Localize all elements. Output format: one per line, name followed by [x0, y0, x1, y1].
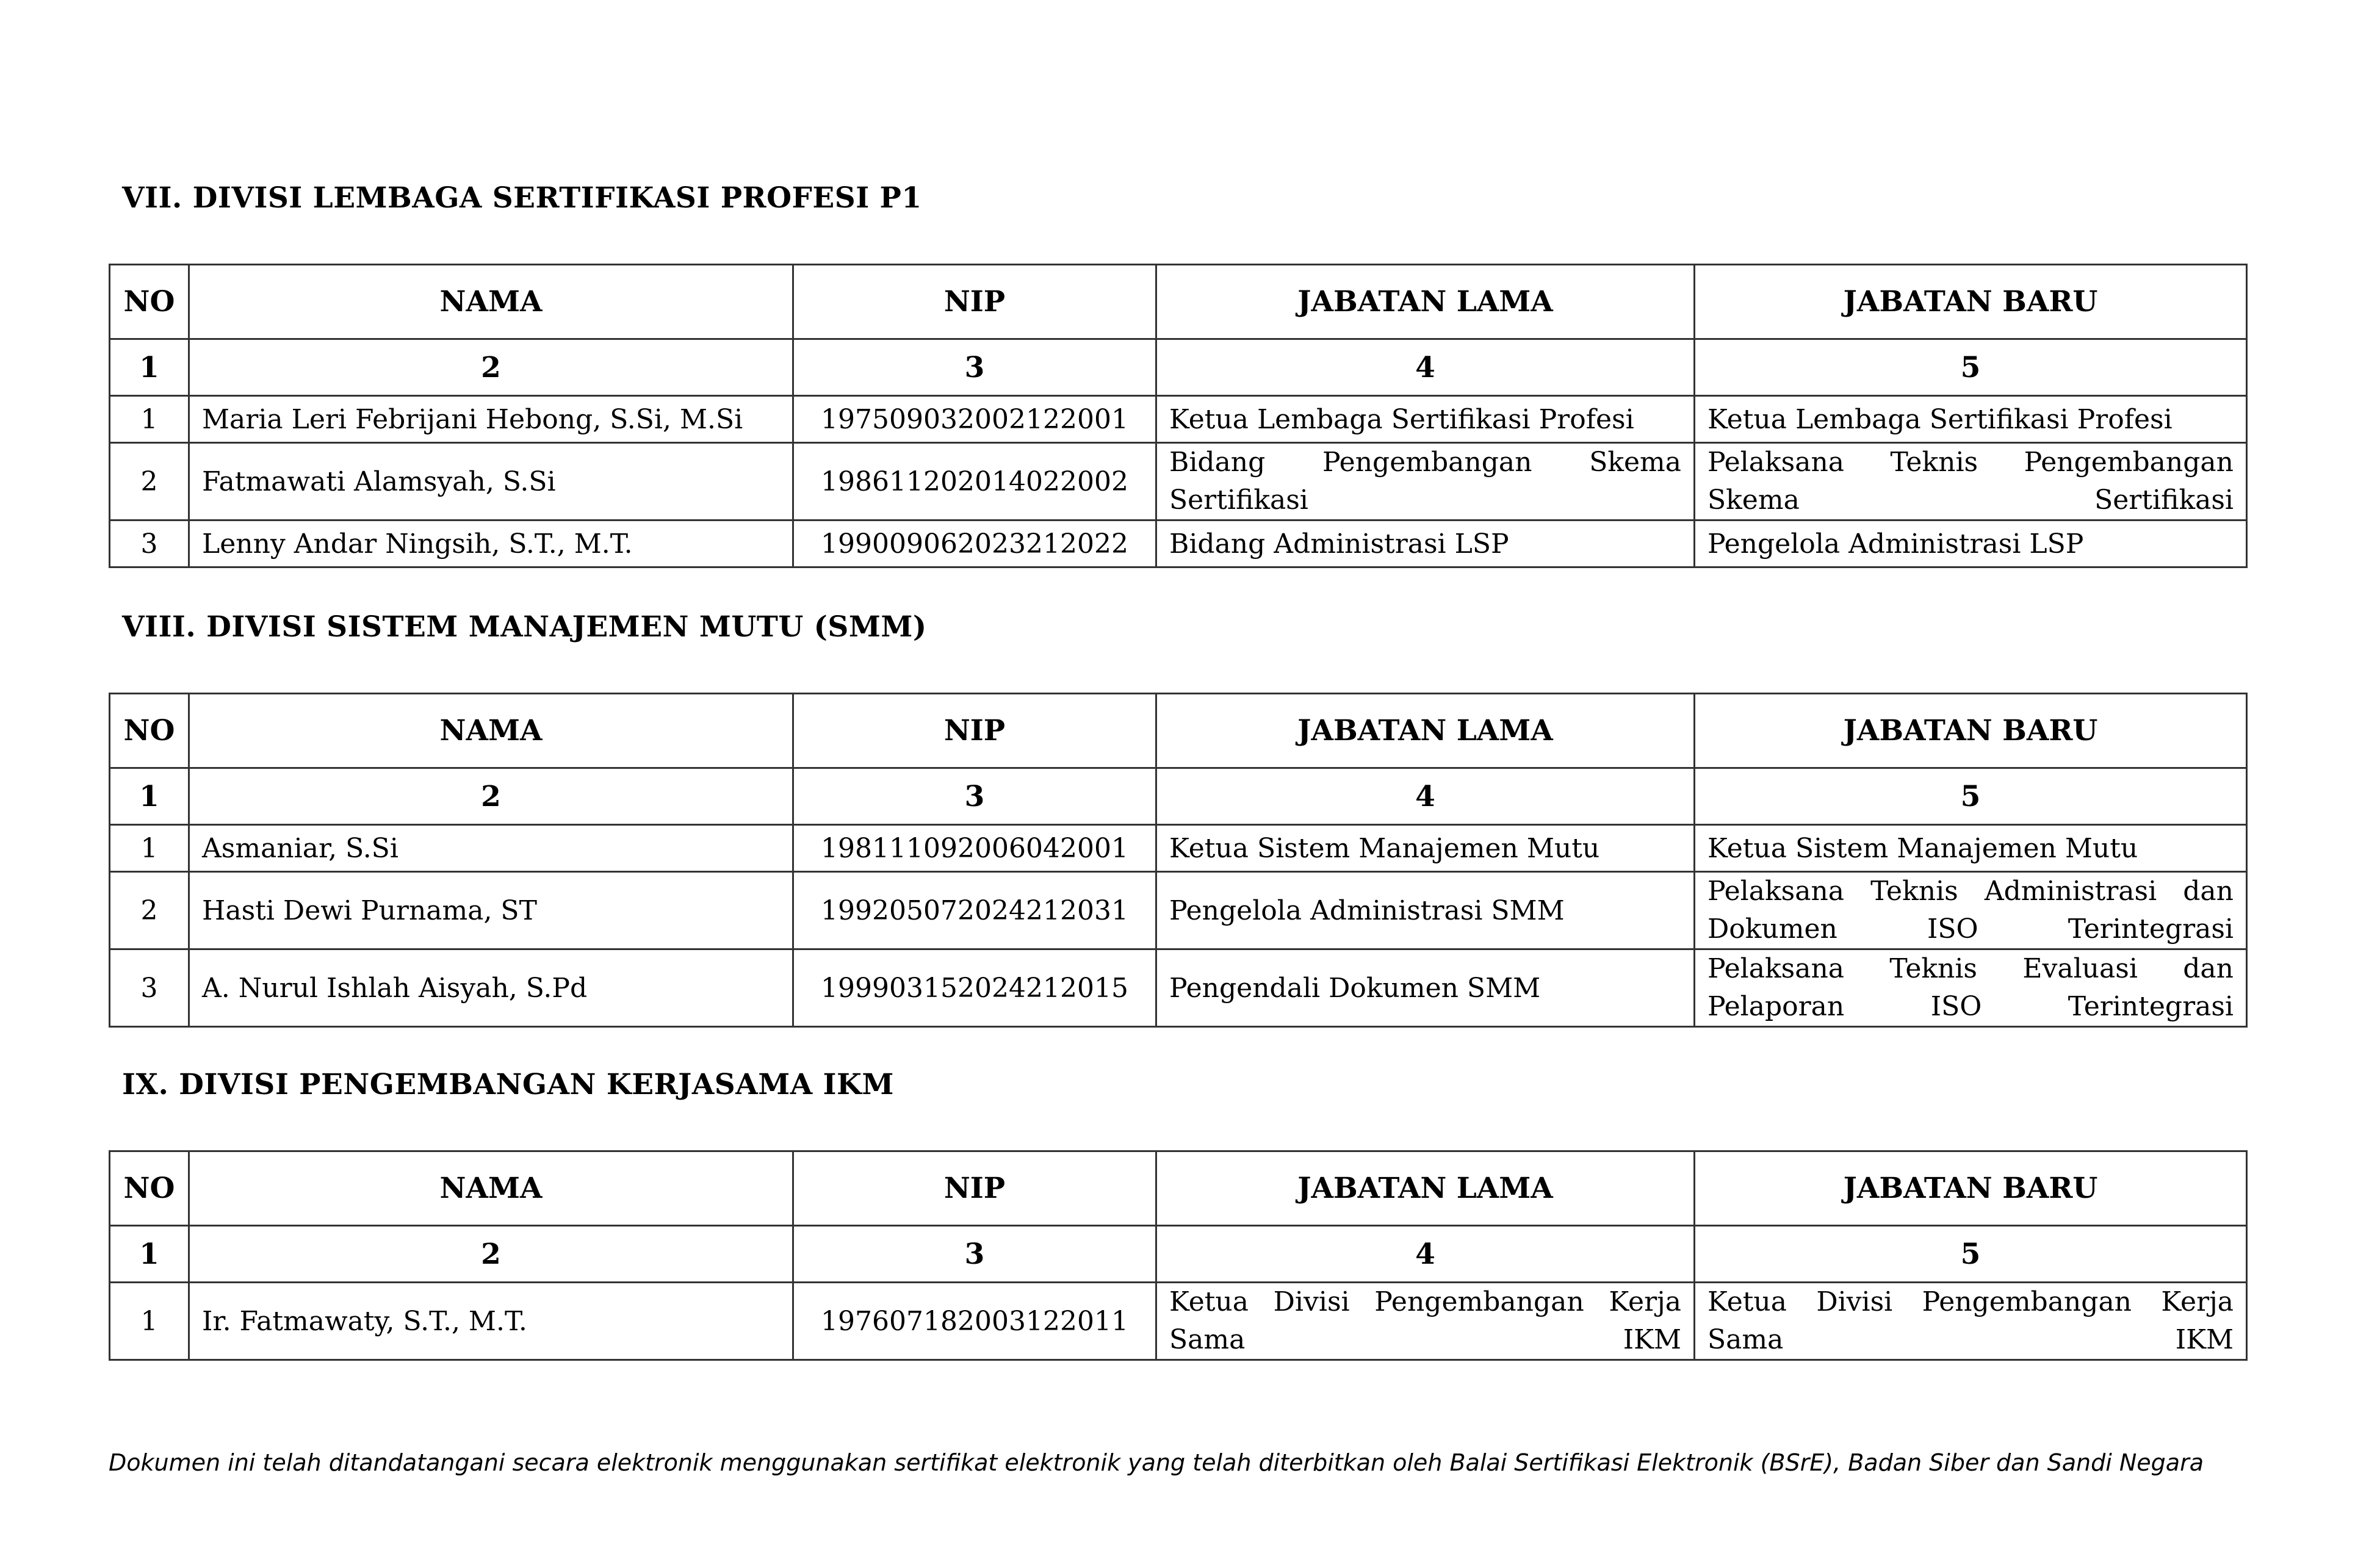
section-title-vii: VII. DIVISI LEMBAGA SERTIFIKASI PROFESI P1: [122, 181, 922, 215]
table-row: [110, 1283, 2247, 1360]
table-row: [110, 949, 2247, 1027]
cell-jabatan-baru: Pelaksana Teknis Administrasi dan Dokumen ISO Terintegrasi: [1695, 872, 2247, 949]
header-nip: NIP: [793, 694, 1156, 768]
table-header-row: [110, 1151, 2247, 1226]
cell-no: 1: [110, 1283, 189, 1360]
cell-nip: 197509032002122001: [793, 396, 1156, 443]
cell-nama: Hasti Dewi Purnama, ST: [189, 872, 793, 949]
cell-jabatan-lama: Bidang Pengembangan Skema Sertifikasi: [1156, 443, 1695, 520]
cell-nip: 199009062023212022: [793, 520, 1156, 567]
column-number: 5: [1695, 339, 2247, 396]
cell-nip: 199205072024212031: [793, 872, 1156, 949]
column-number: 1: [110, 339, 189, 396]
column-number-row: [110, 1226, 2247, 1283]
header-jabatan-lama: JABATAN LAMA: [1156, 265, 1695, 339]
cell-nama: Fatmawati Alamsyah, S.Si: [189, 443, 793, 520]
cell-nip: 198111092006042001: [793, 825, 1156, 872]
column-number: 2: [189, 1226, 793, 1283]
cell-no: 2: [110, 872, 189, 949]
header-no: NO: [110, 265, 189, 339]
cell-jabatan-baru: Pengelola Administrasi LSP: [1695, 520, 2247, 567]
cell-nip: 197607182003122011: [793, 1283, 1156, 1360]
header-jabatan-baru: JABATAN BARU: [1695, 1151, 2247, 1226]
header-nama: NAMA: [189, 694, 793, 768]
column-number: 3: [793, 339, 1156, 396]
cell-jabatan-lama: Ketua Lembaga Sertifikasi Profesi: [1156, 396, 1695, 443]
cell-jabatan-baru: Ketua Lembaga Sertifikasi Profesi: [1695, 396, 2247, 443]
cell-no: 3: [110, 949, 189, 1027]
cell-nama: Asmaniar, S.Si: [189, 825, 793, 872]
cell-no: 2: [110, 443, 189, 520]
column-number: 2: [189, 768, 793, 825]
cell-no: 3: [110, 520, 189, 567]
cell-jabatan-lama: Pengelola Administrasi SMM: [1156, 872, 1695, 949]
column-number: 4: [1156, 1226, 1695, 1283]
header-nip: NIP: [793, 1151, 1156, 1226]
column-number: 4: [1156, 339, 1695, 396]
header-nip: NIP: [793, 265, 1156, 339]
table-row: [110, 396, 2247, 443]
cell-nip: 199903152024212015: [793, 949, 1156, 1027]
table-row: [110, 520, 2247, 567]
cell-nama: A. Nurul Ishlah Aisyah, S.Pd: [189, 949, 793, 1027]
cell-nama: Lenny Andar Ningsih, S.T., M.T.: [189, 520, 793, 567]
table-section-ix: [109, 1150, 2248, 1361]
cell-jabatan-baru: Pelaksana Teknis Evaluasi dan Pelaporan ISO Terintegrasi: [1695, 949, 2247, 1027]
table-row: [110, 872, 2247, 949]
table-section-viii: [109, 693, 2248, 1028]
column-number: 5: [1695, 1226, 2247, 1283]
cell-jabatan-lama: Bidang Administrasi LSP: [1156, 520, 1695, 567]
cell-no: 1: [110, 396, 189, 443]
header-no: NO: [110, 1151, 189, 1226]
column-number: 3: [793, 768, 1156, 825]
header-nama: NAMA: [189, 265, 793, 339]
cell-jabatan-lama: Pengendali Dokumen SMM: [1156, 949, 1695, 1027]
column-number: 5: [1695, 768, 2247, 825]
column-number: 3: [793, 1226, 1156, 1283]
table-row: [110, 825, 2247, 872]
header-no: NO: [110, 694, 189, 768]
cell-nama: Ir. Fatmawaty, S.T., M.T.: [189, 1283, 793, 1360]
table-row: [110, 443, 2247, 520]
cell-jabatan-lama: Ketua Divisi Pengembangan Kerja Sama IKM: [1156, 1283, 1695, 1360]
column-number: 1: [110, 1226, 189, 1283]
table-header-row: [110, 694, 2247, 768]
header-jabatan-baru: JABATAN BARU: [1695, 265, 2247, 339]
header-nama: NAMA: [189, 1151, 793, 1226]
cell-jabatan-baru: Ketua Divisi Pengembangan Kerja Sama IKM: [1695, 1283, 2247, 1360]
cell-jabatan-baru: Pelaksana Teknis Pengembangan Skema Sertifikasi: [1695, 443, 2247, 520]
cell-nip: 198611202014022002: [793, 443, 1156, 520]
cell-jabatan-lama: Ketua Sistem Manajemen Mutu: [1156, 825, 1695, 872]
cell-no: 1: [110, 825, 189, 872]
table-header-row: [110, 265, 2247, 339]
header-jabatan-lama: JABATAN LAMA: [1156, 694, 1695, 768]
cell-jabatan-baru: Ketua Sistem Manajemen Mutu: [1695, 825, 2247, 872]
section-title-viii: VIII. DIVISI SISTEM MANAJEMEN MUTU (SMM): [122, 610, 927, 644]
column-number-row: [110, 339, 2247, 396]
footer-signature-note: Dokumen ini telah ditandatangani secara elektronik menggunakan sertifikat elektronik yang telah diterbitkan oleh Balai Sertifikasi Elektronik (BSrE), Badan Siber dan Sandi Negara: [109, 1449, 2204, 1476]
column-number-row: [110, 768, 2247, 825]
cell-nama: Maria Leri Febrijani Hebong, S.Si, M.Si: [189, 396, 793, 443]
column-number: 2: [189, 339, 793, 396]
table-section-vii: [109, 264, 2248, 568]
header-jabatan-baru: JABATAN BARU: [1695, 694, 2247, 768]
section-title-ix: IX. DIVISI PENGEMBANGAN KERJASAMA IKM: [122, 1068, 894, 1101]
header-jabatan-lama: JABATAN LAMA: [1156, 1151, 1695, 1226]
column-number: 1: [110, 768, 189, 825]
column-number: 4: [1156, 768, 1695, 825]
